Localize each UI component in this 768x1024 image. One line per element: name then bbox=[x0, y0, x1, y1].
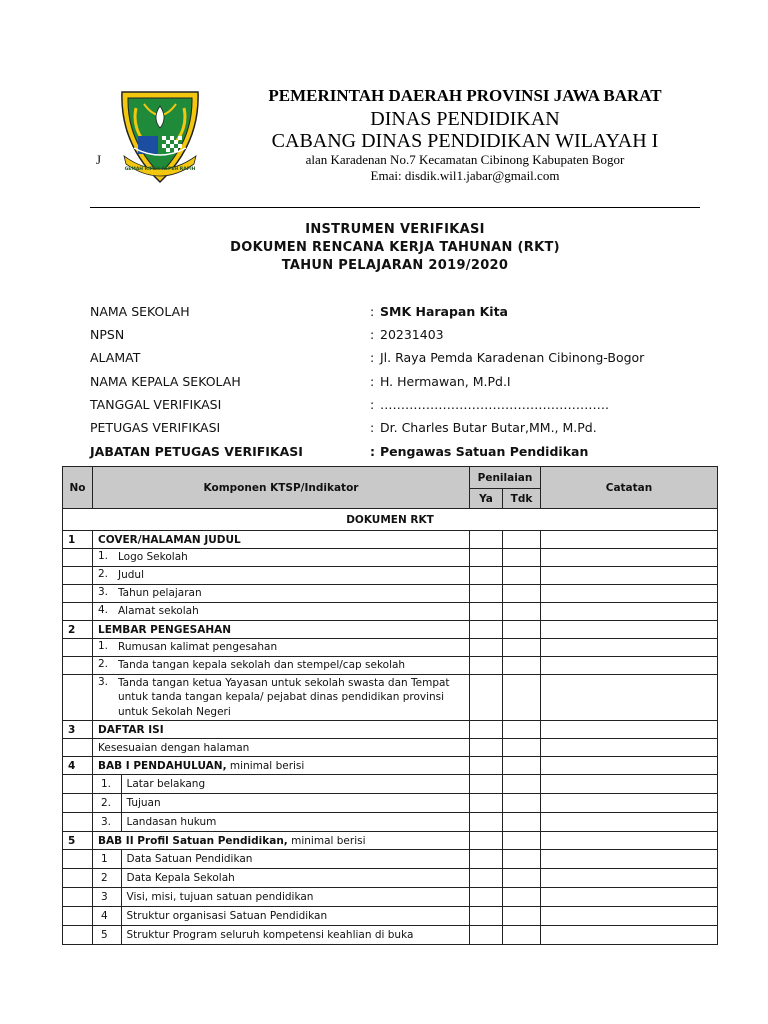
info-value: 20231403 bbox=[380, 327, 444, 342]
item-text: Tanda tangan ketua Yayasan untuk sekolah swasta dan Tempat untuk tanda tangan kepala/ pejabat dinas pendidikan provinsi untuk Sekolah Negeri bbox=[118, 677, 450, 718]
row-title: DAFTAR ISI bbox=[93, 721, 470, 739]
item-number: 4. bbox=[98, 604, 109, 617]
info-colon: : bbox=[370, 304, 375, 319]
header-divider bbox=[90, 207, 700, 208]
item bbox=[98, 586, 464, 600]
cell-catatan[interactable] bbox=[541, 907, 718, 926]
cell-ya[interactable] bbox=[470, 926, 503, 945]
table-row bbox=[63, 739, 718, 757]
cell-catatan[interactable] bbox=[541, 813, 718, 832]
item bbox=[98, 676, 464, 719]
header-government: PEMERINTAH DAERAH PROVINSI JAWA BARAT bbox=[268, 86, 662, 105]
cell-catatan[interactable] bbox=[541, 832, 718, 850]
cell-ya[interactable] bbox=[470, 549, 503, 567]
cell-ya[interactable] bbox=[470, 832, 503, 850]
table-row bbox=[63, 888, 718, 907]
document-title: INSTRUMEN VERIFIKASI bbox=[305, 222, 485, 237]
info-value: H. Hermawan, M.Pd.I bbox=[380, 374, 511, 389]
cell-catatan[interactable] bbox=[541, 621, 718, 639]
info-value: ………………………………………………. bbox=[380, 397, 609, 412]
item-number: 3. bbox=[98, 586, 109, 599]
cell-catatan[interactable] bbox=[541, 585, 718, 603]
table-row bbox=[63, 531, 718, 549]
table-row bbox=[63, 850, 718, 869]
info-label: ALAMAT bbox=[90, 350, 141, 365]
item-number: 5 bbox=[93, 926, 121, 944]
cell-ya[interactable] bbox=[470, 794, 503, 813]
cell-tdk[interactable] bbox=[503, 585, 541, 603]
cell-ya[interactable] bbox=[470, 869, 503, 888]
cell-catatan[interactable] bbox=[541, 850, 718, 869]
row-no: 1 bbox=[63, 531, 93, 549]
verification-table bbox=[62, 466, 718, 945]
cell-tdk[interactable] bbox=[503, 926, 541, 945]
row-title-bold: BAB II Profil Satuan Pendidikan, bbox=[98, 834, 288, 847]
cell-catatan[interactable] bbox=[541, 549, 718, 567]
info-colon: : bbox=[370, 420, 375, 435]
info-tanggal bbox=[90, 397, 710, 417]
item bbox=[98, 658, 464, 672]
col-header-komponen: Komponen KTSP/Indikator bbox=[93, 467, 470, 509]
item-number: 1 bbox=[93, 850, 121, 868]
cell-catatan[interactable] bbox=[541, 531, 718, 549]
cell-ya[interactable] bbox=[470, 739, 503, 757]
table-row bbox=[63, 775, 718, 794]
item-number: 1. bbox=[98, 640, 109, 653]
item-number: 1. bbox=[93, 775, 121, 793]
item bbox=[98, 604, 464, 618]
cell-catatan[interactable] bbox=[541, 869, 718, 888]
header-department: DINAS PENDIDIKAN bbox=[370, 108, 560, 130]
cell-catatan[interactable] bbox=[541, 567, 718, 585]
cell-tdk[interactable] bbox=[503, 888, 541, 907]
item-text: Logo Sekolah bbox=[118, 551, 188, 564]
cell-catatan[interactable] bbox=[541, 657, 718, 675]
cell-tdk[interactable] bbox=[503, 739, 541, 757]
item-number: 2. bbox=[98, 568, 109, 581]
item-text: Kesesuaian dengan halaman bbox=[93, 739, 470, 757]
col-header-tdk: Tdk bbox=[503, 489, 541, 509]
row-title-suffix: minimal berisi bbox=[287, 834, 366, 847]
cell-tdk[interactable] bbox=[503, 869, 541, 888]
table-row bbox=[63, 926, 718, 945]
cell-tdk[interactable] bbox=[503, 832, 541, 850]
table-row bbox=[63, 621, 718, 639]
info-colon: : bbox=[370, 397, 375, 412]
cell-catatan[interactable] bbox=[541, 639, 718, 657]
cell-ya[interactable] bbox=[470, 907, 503, 926]
info-colon: : bbox=[370, 374, 375, 389]
table-row bbox=[63, 794, 718, 813]
cell-catatan[interactable] bbox=[541, 675, 718, 721]
cell-tdk[interactable] bbox=[503, 813, 541, 832]
table-row bbox=[63, 757, 718, 775]
cell-ya[interactable] bbox=[470, 888, 503, 907]
cell-catatan[interactable] bbox=[541, 739, 718, 757]
cell-tdk[interactable] bbox=[503, 775, 541, 794]
item bbox=[98, 568, 464, 582]
cell-catatan[interactable] bbox=[541, 757, 718, 775]
cell-tdk[interactable] bbox=[503, 794, 541, 813]
item-text: Visi, misi, tujuan satuan pendidikan bbox=[126, 891, 314, 903]
item-text: Alamat sekolah bbox=[118, 605, 199, 618]
table-row bbox=[63, 813, 718, 832]
table-row bbox=[63, 907, 718, 926]
cell-tdk[interactable] bbox=[503, 675, 541, 721]
col-header-catatan: Catatan bbox=[541, 467, 718, 509]
row-title bbox=[93, 757, 470, 775]
cell-ya[interactable] bbox=[470, 603, 503, 621]
cell-tdk[interactable] bbox=[503, 721, 541, 739]
cell-ya[interactable] bbox=[470, 850, 503, 869]
info-npsn bbox=[90, 327, 710, 347]
cell-catatan[interactable] bbox=[541, 794, 718, 813]
cell-tdk[interactable] bbox=[503, 531, 541, 549]
info-value: Jl. Raya Pemda Karadenan Cibinong-Bogor bbox=[380, 350, 645, 365]
cell-tdk[interactable] bbox=[503, 621, 541, 639]
cell-ya[interactable] bbox=[470, 721, 503, 739]
section-dokumen-rkt: DOKUMEN RKT bbox=[63, 509, 718, 531]
cell-ya[interactable] bbox=[470, 639, 503, 657]
item bbox=[98, 550, 464, 564]
header-email: Emai: disdik.wil1.jabar@gmail.com bbox=[370, 168, 560, 183]
item-text: Tanda tangan kepala sekolah dan stempel/cap sekolah bbox=[118, 659, 406, 672]
cell-ya[interactable] bbox=[470, 675, 503, 721]
cell-ya[interactable] bbox=[470, 757, 503, 775]
item-number: 4 bbox=[93, 907, 121, 925]
table-row bbox=[63, 585, 718, 603]
row-no: 5 bbox=[63, 832, 93, 850]
table-row bbox=[63, 832, 718, 850]
item-text: Rumusan kalimat pengesahan bbox=[118, 641, 278, 654]
info-kepala-sekolah bbox=[90, 374, 710, 394]
cell-tdk[interactable] bbox=[503, 850, 541, 869]
table-row bbox=[63, 675, 718, 721]
item-number: 2. bbox=[93, 794, 121, 812]
item-text: Latar belakang bbox=[126, 778, 206, 790]
info-label: JABATAN PETUGAS VERIFIKASI bbox=[90, 444, 303, 459]
cell-tdk[interactable] bbox=[503, 907, 541, 926]
info-value: Dr. Charles Butar Butar,MM., M.Pd. bbox=[380, 420, 597, 435]
info-petugas bbox=[90, 420, 710, 440]
item-text: Tahun pelajaran bbox=[118, 587, 202, 600]
cell-tdk[interactable] bbox=[503, 567, 541, 585]
header-branch: CABANG DINAS PENDIDIKAN WILAYAH I bbox=[271, 130, 659, 152]
row-no: 2 bbox=[63, 621, 93, 639]
table-row bbox=[63, 639, 718, 657]
item-text: Data Satuan Pendidikan bbox=[126, 853, 253, 865]
table-row bbox=[63, 721, 718, 739]
col-header-ya: Ya bbox=[470, 489, 503, 509]
item-number: 2. bbox=[98, 658, 109, 671]
table-row bbox=[63, 657, 718, 675]
stray-letter: J bbox=[96, 152, 102, 167]
item-number: 1. bbox=[98, 550, 109, 563]
info-colon: : bbox=[370, 350, 375, 365]
cell-tdk[interactable] bbox=[503, 657, 541, 675]
item-text: Struktur Program seluruh kompetensi keahlian di buka bbox=[126, 929, 414, 941]
row-no: 4 bbox=[63, 757, 93, 775]
item-number: 3. bbox=[98, 676, 109, 689]
row-title-bold: BAB I PENDAHULUAN, bbox=[98, 759, 227, 772]
item-text: Struktur organisasi Satuan Pendidikan bbox=[126, 910, 328, 922]
header-address: alan Karadenan No.7 Kecamatan Cibinong Kabupaten Bogor bbox=[305, 152, 625, 167]
cell-ya[interactable] bbox=[470, 621, 503, 639]
cell-catatan[interactable] bbox=[541, 603, 718, 621]
cell-catatan[interactable] bbox=[541, 775, 718, 794]
info-label: NAMA SEKOLAH bbox=[90, 304, 190, 319]
info-alamat bbox=[90, 350, 710, 370]
col-header-penilaian: Penilaian bbox=[470, 467, 541, 489]
document-year: TAHUN PELAJARAN 2019/2020 bbox=[281, 258, 509, 273]
table-row bbox=[63, 869, 718, 888]
item-text: Data Kepala Sekolah bbox=[126, 872, 235, 884]
west-java-emblem-logo bbox=[114, 86, 206, 186]
info-value: SMK Harapan Kita bbox=[380, 304, 508, 319]
row-title-suffix: minimal berisi bbox=[226, 759, 305, 772]
item-number: 3 bbox=[93, 888, 121, 906]
document-subtitle: DOKUMEN RENCANA KERJA TAHUNAN (RKT) bbox=[230, 240, 560, 255]
cell-ya[interactable] bbox=[470, 657, 503, 675]
info-label: NAMA KEPALA SEKOLAH bbox=[90, 374, 241, 389]
cell-tdk[interactable] bbox=[503, 603, 541, 621]
info-nama-sekolah bbox=[90, 304, 710, 324]
cell-ya[interactable] bbox=[470, 531, 503, 549]
row-title: COVER/HALAMAN JUDUL bbox=[93, 531, 470, 549]
cell-ya[interactable] bbox=[470, 585, 503, 603]
info-label: NPSN bbox=[90, 327, 125, 342]
cell-ya[interactable] bbox=[470, 775, 503, 794]
cell-catatan[interactable] bbox=[541, 888, 718, 907]
info-jabatan bbox=[90, 444, 710, 464]
cell-tdk[interactable] bbox=[503, 639, 541, 657]
table-row bbox=[63, 549, 718, 567]
cell-ya[interactable] bbox=[470, 567, 503, 585]
row-title: LEMBAR PENGESAHAN bbox=[93, 621, 470, 639]
table-row bbox=[63, 567, 718, 585]
cell-tdk[interactable] bbox=[503, 549, 541, 567]
row-title bbox=[93, 832, 470, 850]
cell-catatan[interactable] bbox=[541, 926, 718, 945]
col-header-no: No bbox=[63, 467, 93, 509]
info-colon: : bbox=[370, 444, 375, 459]
item bbox=[98, 640, 464, 654]
item-text: Landasan hukum bbox=[126, 816, 217, 828]
item-number: 3. bbox=[93, 813, 121, 831]
info-label: TANGGAL VERIFIKASI bbox=[90, 397, 222, 412]
row-no: 3 bbox=[63, 721, 93, 739]
item-number: 2 bbox=[93, 869, 121, 887]
svg-text:GEMAH RIPAH REPEH RAPIH: GEMAH RIPAH REPEH RAPIH bbox=[124, 167, 196, 172]
info-colon: : bbox=[370, 327, 375, 342]
cell-tdk[interactable] bbox=[503, 757, 541, 775]
item-text: Tujuan bbox=[126, 797, 161, 809]
info-label: PETUGAS VERIFIKASI bbox=[90, 420, 221, 435]
cell-ya[interactable] bbox=[470, 813, 503, 832]
info-value: Pengawas Satuan Pendidikan bbox=[380, 444, 589, 459]
table-row bbox=[63, 603, 718, 621]
cell-catatan[interactable] bbox=[541, 721, 718, 739]
item-text: Judul bbox=[118, 569, 144, 582]
